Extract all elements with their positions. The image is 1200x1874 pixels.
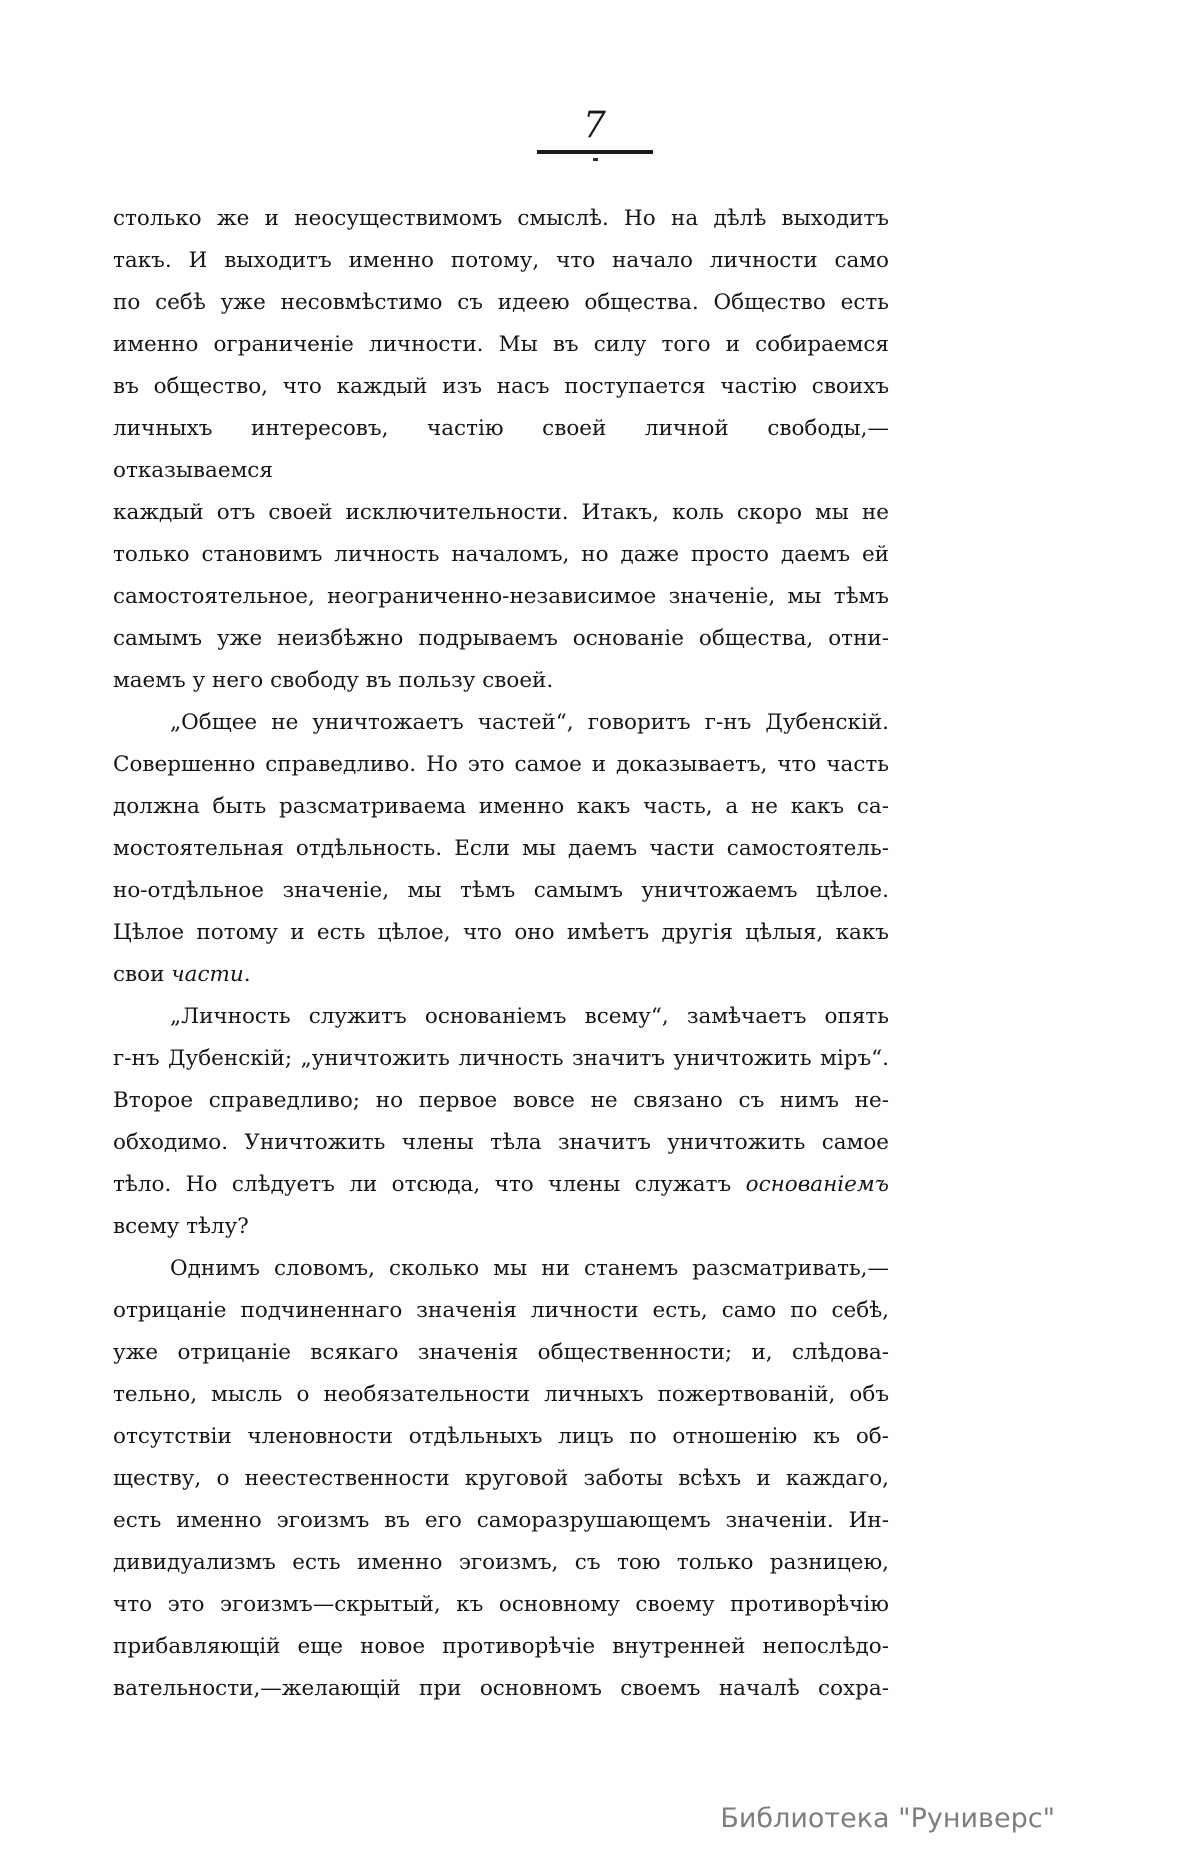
text-segment: свои [113, 962, 172, 987]
text-line-p4-l2: отрицаніе подчиненнаго значенія личности есть, само по себѣ, [113, 1298, 889, 1323]
text-line-p1-l10: самымъ уже неизбѣжно подрываемъ основаніе общества, отни- [113, 626, 889, 651]
text-line-p4-l4: тельно, мысль о необязательности личныхъ пожертвованій, объ [113, 1382, 889, 1407]
text-line-p1-l2: такъ. И выходитъ именно потому, что начало личности само [113, 248, 889, 273]
page-number-dot [593, 158, 598, 161]
text-line-p4-l9: что это эгоизмъ—скрытый, къ основному своему противорѣчію [113, 1592, 889, 1617]
text-segment: . [243, 962, 251, 987]
text-line-p3-l3: Второе справедливо; но первое вовсе не связано съ нимъ не- [113, 1088, 889, 1113]
text-line-p3-l1: „Личность служитъ основаніемъ всему“, замѣчаетъ опять [170, 1004, 889, 1029]
text-line-p1-l6: личныхъ интересовъ, частію своей личной свободы,—отказываемся [113, 416, 889, 483]
text-line-p1-l8: только становимъ личность началомъ, но даже просто даемъ ей [113, 542, 889, 567]
text-line-p3-l6: всему тѣлу? [113, 1214, 249, 1239]
text-line-p4-l1: Однимъ словомъ, сколько мы ни станемъ разсматривать,— [170, 1256, 889, 1281]
text-line-p2-l5: но-отдѣльное значеніе, мы тѣмъ самымъ уничтожаемъ цѣлое. [113, 878, 889, 903]
page-number-rule [537, 150, 653, 154]
text-line-p2-l1: „Общее не уничтожаетъ частей“, говоритъ г-нъ Дубенскій. [170, 710, 889, 735]
text-line-p4-l5: отсутствіи членовности отдѣльныхъ лицъ по отношенію къ об- [113, 1424, 889, 1449]
text-line-p4-l3: уже отрицаніе всякаго значенія общественности; и, слѣдова- [113, 1340, 889, 1365]
text-segment: тѣло. Но слѣдуетъ ли отсюда, что члены служатъ [113, 1172, 746, 1197]
text-line-p2-l6: Цѣлое потому и есть цѣлое, что оно имѣетъ другія цѣлыя, какъ [113, 920, 889, 945]
text-line-p1-l5: въ общество, что каждый изъ насъ поступается частію своихъ [113, 374, 889, 399]
text-line-p1-l11: маемъ у него свободу въ пользу своей. [113, 668, 554, 693]
text-line-p1-l9: самостоятельное, неограниченно-независимое значеніе, мы тѣмъ [113, 584, 889, 609]
text-line-p4-l7: есть именно эгоизмъ въ его саморазрушающемъ значеніи. Ин- [113, 1508, 889, 1533]
text-line-p1-l3: по себѣ уже несовмѣстимо съ идеею общества. Общество есть [113, 290, 889, 315]
text-line-p2-l4: мостоятельная отдѣльность. Если мы даемъ части самостоятель- [113, 836, 889, 861]
watermark: Библиотека "Руниверс" [720, 1803, 1055, 1834]
text-line-p3-l4: обходимо. Уничтожить члены тѣла значитъ уничтожить самое [113, 1130, 889, 1155]
italic-text-segment: части [171, 962, 244, 987]
page-number: 7 [583, 105, 607, 146]
italic-text-segment: основаніемъ [745, 1172, 889, 1197]
text-line-p1-l7: каждый отъ своей исключительности. Итакъ, коль скоро мы не [113, 500, 889, 525]
text-line-p1-l1: столько же и неосуществимомъ смыслѣ. Но на дѣлѣ выходитъ [113, 206, 889, 231]
text-line-p4-l10: прибавляющій еще новое противорѣчіе внутренней непослѣдо- [113, 1634, 889, 1659]
text-line-p3-l5 [113, 1164, 889, 1206]
text-line-p4-l11: вательности,—желающій при основномъ своемъ началѣ сохра- [113, 1676, 889, 1701]
text-line-p4-l8: дивидуализмъ есть именно эгоизмъ, съ тою только разницею, [113, 1550, 889, 1575]
text-line-p4-l6: ществу, о неестественности круговой заботы всѣхъ и каждаго, [113, 1466, 889, 1491]
text-block [113, 198, 889, 1710]
text-line-p2-l2: Совершенно справедливо. Но это самое и доказываетъ, что часть [113, 752, 889, 777]
text-line-p3-l2: г-нъ Дубенскій; „уничтожить личность значитъ уничтожить міръ“. [113, 1046, 889, 1071]
text-line-p2-l3: должна быть разсматриваема именно какъ часть, а не какъ са- [113, 794, 889, 819]
text-line-p2-l7 [113, 954, 889, 996]
text-line-p1-l4: именно ограниченіе личности. Мы въ силу того и собираемся [113, 332, 889, 357]
page-header [495, 105, 695, 161]
